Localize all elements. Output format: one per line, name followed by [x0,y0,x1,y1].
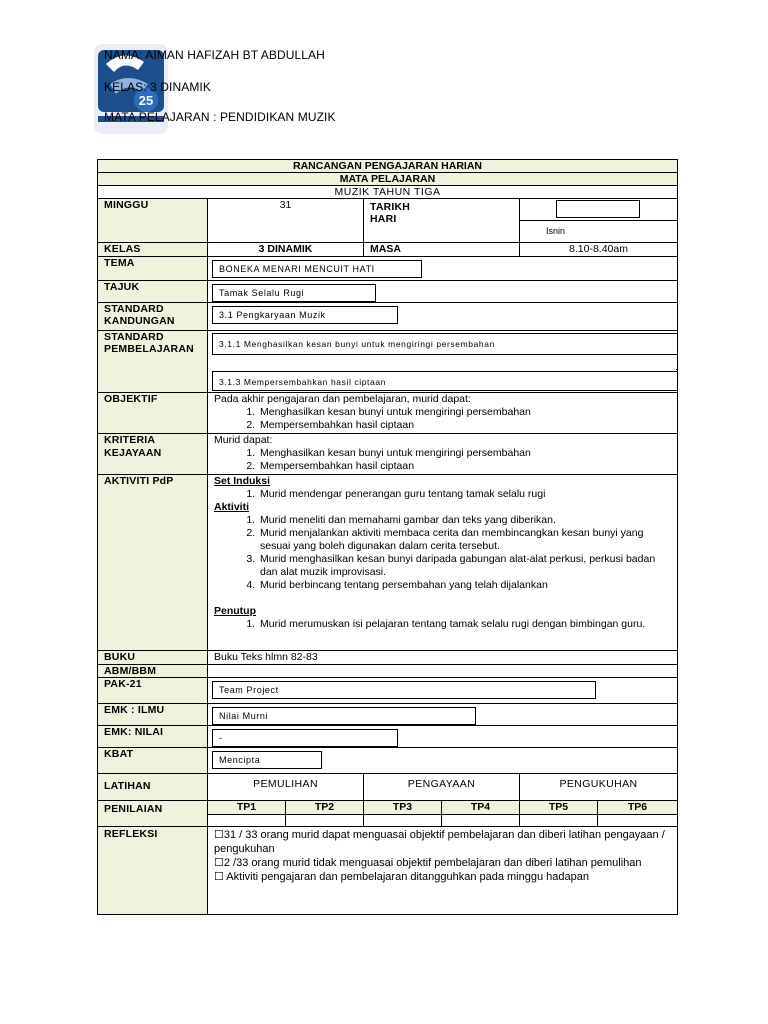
hari-label: HARI [370,213,397,225]
set-induksi-list [214,488,671,501]
abm-label: ABM/BBM [98,665,208,678]
sp-value-2: 3.1.3 Mempersembahkan hasil ciptaan [212,371,678,391]
emk-nilai-label: EMK: NILAI [98,726,208,748]
plan-title: RANCANGAN PENGAJARAN HARIAN [98,160,678,173]
latihan-pengukuhan[interactable]: PENGUKUHAN [520,774,678,801]
objektif-list [214,406,671,432]
kriteria-list [214,447,671,473]
list-item: 2. Mempersembahkan hasil ciptaan [258,460,671,473]
objektif-label: OBJEKTIF [98,393,208,434]
sk-label-line2: KANDUNGAN [104,315,175,327]
aktiviti-list [214,514,671,592]
aktiviti-heading: Aktiviti [214,501,250,513]
penutup-heading: Penutup [214,605,256,617]
hari-value: Isnin [546,226,566,236]
sp-label-line1: STANDARD [104,331,164,343]
tp4-cell[interactable] [442,815,520,827]
tema-value: BONEKA MENARI MENCUIT HATI [212,260,422,278]
list-item: 1. Murid merumuskan isi pelajaran tentang tamak selalu rugi dengan bimbingan guru. [258,618,671,631]
refleksi-line-1[interactable]: ☐31 / 33 orang murid dapat menguasai objektif pembelajaran dan diberi latihan pengayaan / pengukuhan [214,829,665,855]
list-item: 4. Murid berbincang tentang persembahan yang telah dijalankan [258,579,671,592]
tajuk-label: TAJUK [98,281,208,303]
tp6-header: TP6 [598,801,678,815]
kbat-value: Mencipta [212,751,322,769]
tp3-cell[interactable] [364,815,442,827]
tp6-cell[interactable] [598,815,678,827]
buku-label: BUKU [98,651,208,665]
list-item: 3. Murid menghasilkan kesan bunyi daripada gabungan alat-alat perkusi, perkusi badan dan alat muzik improvisasi. [258,553,671,579]
tajuk-value: Tamak Selalu Rugi [212,284,376,302]
objektif-intro: Pada akhir pengajaran dan pembelajaran, murid dapat: [214,393,471,405]
tp1-header: TP1 [208,801,286,815]
kriteria-label [98,434,208,475]
kriteria-label-line1: KRITERIA [104,434,156,446]
kriteria-label-line2: KEJAYAAN [104,447,162,459]
list-item: 1. Murid mendengar penerangan guru tentang tamak selalu rugi [258,488,671,501]
sp-value-1: 3.1.1 Menghasilkan kesan bunyi untuk mengiringi persembahan [212,333,678,355]
student-class: KELAS: 3 DINAMIK [104,80,211,94]
buku-value: Buku Teks hlmn 82-83 [208,651,678,665]
sk-label-line1: STANDARD [104,303,164,315]
kelas-label: KELAS [98,243,208,257]
tp2-header: TP2 [286,801,364,815]
penutup-list [214,618,671,631]
list-item: 1. Menghasilkan kesan bunyi untuk mengiringi persembahan [258,447,671,460]
aktiviti-label: AKTIVITI PdP [98,475,208,651]
refleksi-line-3[interactable]: ☐ Aktiviti pengajaran dan pembelajaran ditangguhkan pada minggu hadapan [214,871,589,883]
list-item: 1. Murid meneliti dan memahami gambar dan teks yang diberikan. [258,514,671,527]
refleksi-line-2[interactable]: ☐2 /33 orang murid tidak menguasai objektif pembelajaran dan diberi latihan pemulihan [214,857,642,869]
kelas-value: 3 DINAMIK [208,243,364,257]
tarikh-hari-values [520,199,678,243]
latihan-pemulihan[interactable]: PEMULIHAN [208,774,364,801]
student-name: NAMA: AIMAN HAFIZAH BT ABDULLAH [104,48,325,62]
tarikh-label: TARIKH [370,201,411,213]
pak-label: PAK-21 [98,678,208,704]
list-item: 2. Murid menjalankan aktiviti membaca cerita dan membincangkan kesan bunyi yang sesuai yang boleh digunakan dalam cerita tersebut. [258,527,671,553]
minggu-label: MINGGU [98,199,208,243]
tp1-cell[interactable] [208,815,286,827]
tp4-header: TP4 [442,801,520,815]
plan-subtitle: MATA PELAJARAN [98,173,678,186]
sp-label [98,331,208,393]
tema-label: TEMA [98,257,208,281]
masa-value: 8.10-8.40am [520,243,678,257]
emk-ilmu-label: EMK : ILMU [98,704,208,726]
emk-nilai-value: - [212,729,398,747]
minggu-value: 31 [208,199,364,243]
emk-ilmu-value: Nilai Murni [212,707,476,725]
sp-label-line2: PEMBELAJARAN [104,343,194,355]
latihan-label: LATIHAN [98,774,208,801]
refleksi-label: REFLEKSI [98,827,208,915]
latihan-pengayaan[interactable]: PENGAYAAN [364,774,520,801]
tp5-header: TP5 [520,801,598,815]
kbat-label: KBAT [98,748,208,774]
list-item: 2. Mempersembahkan hasil ciptaan [258,419,671,432]
tp3-header: TP3 [364,801,442,815]
plan-subject: MUZIK TAHUN TIGA [98,186,678,199]
masa-label: MASA [364,243,520,257]
pak-value: Team Project [212,681,596,699]
list-item: 1. Menghasilkan kesan bunyi untuk mengiringi persembahan [258,406,671,419]
abm-value [208,665,678,678]
sk-value: 3.1 Pengkaryaan Muzik [212,306,398,324]
penilaian-label: PENILAIAN [98,801,208,827]
svg-text:25: 25 [138,93,154,108]
tp5-cell[interactable] [520,815,598,827]
subject-line: MATA PELAJARAN : PENDIDIKAN MUZIK [104,110,336,124]
tarikh-hari-label [364,199,520,243]
lesson-plan-table [97,159,678,915]
tp2-cell[interactable] [286,815,364,827]
tarikh-field[interactable] [556,200,640,218]
set-induksi-heading: Set Induksi [214,475,271,487]
kriteria-intro: Murid dapat: [214,434,273,446]
sk-label [98,303,208,331]
